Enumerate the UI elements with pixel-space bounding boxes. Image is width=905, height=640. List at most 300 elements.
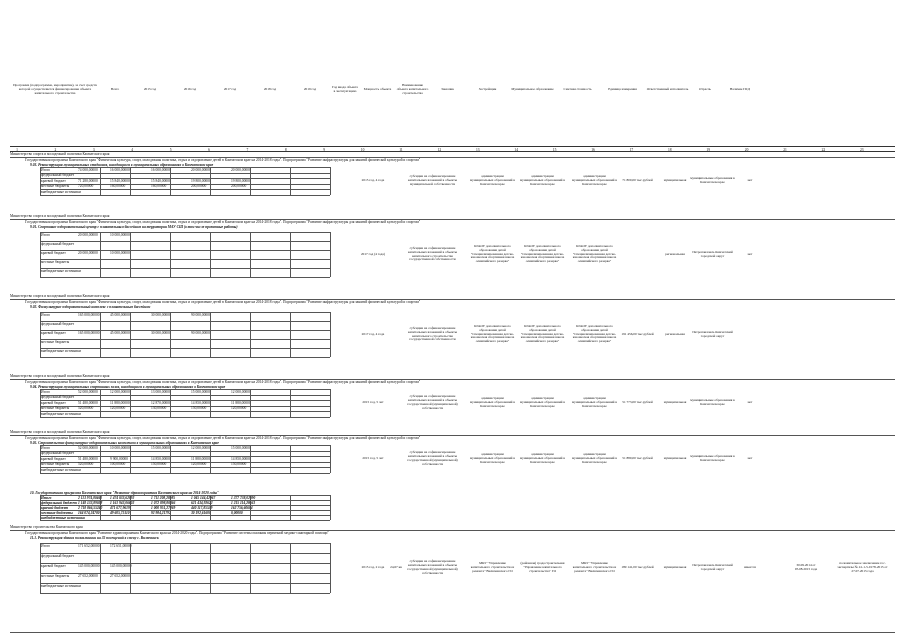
- cell-value: 90 000,00000: [191, 330, 211, 335]
- column-divider: [250, 167, 251, 195]
- cell-value: 52 000,00000: [78, 445, 98, 450]
- column-divider: [170, 495, 171, 520]
- column-number: 4: [131, 148, 134, 152]
- column-divider: [210, 495, 211, 520]
- column-divider: [250, 543, 251, 593]
- row-label: внебюджетные источники: [41, 189, 81, 194]
- responsible: муниципальные образования в Камчатском крае: [690, 397, 735, 406]
- program-title: Государственная программа Камчатского края "Физическая культура, спорт, молодежная политика, отдых и оздоровление детей в Камчатском крае на 2014-2018 годы". Подпрограмма "Развитие инфраструктуры для занятий физической культурой и спортом": [25, 157, 421, 162]
- column-divider: [170, 232, 171, 277]
- header-cell: 2016 год: [183, 87, 197, 92]
- cell-value: 1 045 144,42967: [191, 495, 216, 500]
- column-number: 18: [668, 148, 672, 152]
- row-divider: [40, 241, 330, 242]
- column-number: 20: [744, 148, 749, 152]
- column-number: 21: [783, 148, 787, 152]
- program-title: Государственная программа Камчатского края "Развитие здравоохранения Камчатского края на 2014-2020 годы". Подпрограмма "Развитие системы оказания первичной медико-санитарной помощи": [25, 530, 329, 535]
- column-divider: [290, 495, 291, 520]
- column-divider: [330, 389, 331, 417]
- row-divider: [40, 357, 330, 358]
- header-cell: Сметная стоимость: [563, 87, 592, 92]
- expertise-date: 30.09.2014 от 05.08.2015 года: [794, 563, 818, 571]
- column-divider: [40, 167, 41, 195]
- row-divider: [40, 411, 330, 412]
- psd-status: нет: [747, 399, 753, 404]
- row-label: местные бюджеты: [41, 339, 70, 344]
- cell-value: 11 880,00000: [191, 456, 211, 461]
- cell-value: 2 718 866,55240: [78, 505, 103, 510]
- customer: КГАОУ дополнительного образования детей "Специализированная детско-юношеская спортивная школа олимпийского резерва": [470, 243, 515, 264]
- column-divider: [210, 167, 211, 195]
- cell-value: 30 192,61600: [191, 510, 211, 515]
- customer: КГАОУ дополнительного образования детей "Специализированная детско-юношеская спортивная школа олимпийского резерва": [470, 323, 515, 344]
- cell-value: 150,00000: [151, 462, 167, 467]
- row-label: федеральный бюджет: [41, 173, 75, 178]
- column-number: 23: [860, 148, 864, 152]
- cell-value: 20 000,00000: [231, 167, 251, 172]
- customer: администрации муниципальных образований в Камчатском крае: [470, 451, 515, 464]
- column-divider: [210, 445, 211, 473]
- column-divider: [130, 389, 131, 417]
- cell-value: 520,00000: [78, 462, 94, 467]
- row-divider: [40, 173, 330, 174]
- commissioning-year: 2017 год, 4 года: [361, 331, 385, 336]
- property-type: региональная: [665, 331, 685, 336]
- estimated-cost: 191 456,00 тыс.рублей: [621, 331, 654, 336]
- column-divider: [210, 312, 211, 357]
- row-label: краевой бюджет: [41, 250, 66, 255]
- item-title: 9.03. Реконструкция муниципальных стадионов, находящихся в муниципальных образованиях в Камчатском крае: [30, 162, 214, 167]
- cell-value: 145 000,00000: [110, 563, 132, 568]
- row-label: Итого: [41, 232, 51, 237]
- cell-value: 12 870,00000: [151, 400, 171, 405]
- municipality: администрации муниципальных образований в Камчатском крае: [572, 395, 617, 408]
- header-cell: 2018 год: [263, 87, 277, 92]
- row-label: Итого: [41, 495, 52, 500]
- cell-value: 12 000,00000: [191, 445, 211, 450]
- row-label: федеральный бюджет: [41, 500, 77, 505]
- psd-status: нет: [747, 251, 753, 256]
- row-label: краевой бюджет: [41, 563, 66, 568]
- commissioning-year: 2015 год, 2 года: [361, 565, 385, 570]
- property-type: муниципальная: [663, 177, 687, 182]
- cell-value: 74 000,00000: [78, 167, 98, 172]
- column-divider: [100, 495, 101, 520]
- ministry-title: Министерство спорта и молодежной политики Камчатского края: [10, 430, 110, 434]
- column-divider: [170, 445, 171, 473]
- item-title: 9.01. Спортивно-оздоровительный центр с плавательным бассейном на территории МАУ СШ (в том числе проектные работы): [30, 224, 238, 229]
- column-number: 6: [208, 148, 210, 152]
- header-cell: Наличие ПСД: [729, 87, 751, 92]
- object-description: субсидии на софинансирование капитальных вложений в объекты муниципальной собственности: [408, 173, 457, 186]
- cell-value: 1 474 033,62892: [110, 495, 135, 500]
- column-divider: [210, 389, 211, 417]
- cell-value: 92 984,21792: [151, 510, 171, 515]
- row-label: федеральный бюджет: [41, 321, 75, 326]
- row-label: краевой бюджет: [41, 178, 66, 183]
- column-divider: [210, 232, 211, 277]
- responsible: Петропавловск-Камчатский городской округ: [692, 329, 733, 338]
- commissioning-year: 2017 год (4 года): [360, 251, 386, 256]
- column-number: 22: [821, 148, 826, 152]
- row-label: федеральный бюджет: [41, 395, 75, 400]
- header-cell: Муниципальное образование: [511, 87, 554, 92]
- cell-value: 20 000,00000: [78, 232, 98, 237]
- cell-value: 27 652,00000: [78, 573, 98, 578]
- commissioning-year: 2015 год, 5 лет: [362, 455, 384, 460]
- row-label: краевой бюджет: [41, 330, 66, 335]
- column-divider: [330, 312, 331, 357]
- cell-value: 130,00000: [151, 406, 167, 411]
- header-cell: Заказчик: [441, 87, 454, 92]
- row-label: Итого: [41, 445, 51, 450]
- column-divider: [40, 232, 41, 277]
- cell-value: 1 377 738,02090: [231, 495, 256, 500]
- column-number: 5: [169, 148, 172, 152]
- row-label: Итого: [41, 167, 51, 172]
- cell-value: 160,00000: [110, 184, 126, 189]
- header-cell: Единица измерения: [608, 87, 637, 92]
- row-label: внебюджетные источники: [41, 583, 81, 588]
- cell-value: 90 000,00000: [191, 312, 211, 317]
- column-divider: [330, 167, 331, 195]
- cell-value: 165 000,00000: [78, 330, 100, 335]
- column-divider: [330, 543, 331, 593]
- item-title: 10. Государственная программа Камчатского края "Развитие здравоохранения Камчатского края на 2014-2020 годы": [30, 490, 219, 495]
- estimated-cost: 51 773,00 тыс.рублей: [622, 399, 653, 404]
- cell-value: 16 000,00000: [110, 167, 130, 172]
- cell-value: 52 000,00000: [78, 389, 98, 394]
- item-title: 9.02. Физкультурно-оздоровительный комплекс с плавательным бассейном: [30, 304, 151, 309]
- cell-value: 621 434,92622: [191, 500, 213, 505]
- cell-value: 2 113 974,80461: [78, 495, 103, 500]
- cell-value: 15 840,00000: [151, 178, 171, 183]
- table-bottom-border: [10, 632, 895, 633]
- cell-value: 150,00000: [231, 462, 247, 467]
- column-number: 15: [552, 148, 557, 152]
- cell-value: 520,00000: [78, 406, 94, 411]
- responsible: Петропавловск-Камчатский городской округ: [692, 563, 733, 571]
- cell-value: 120,00000: [231, 406, 247, 411]
- row-divider: [40, 195, 330, 196]
- row-divider: [40, 189, 330, 190]
- estimated-cost: 189 141,00 тыс.рублей: [621, 565, 654, 570]
- column-divider: [250, 495, 251, 520]
- column-number: 9: [323, 148, 326, 152]
- cell-value: 30 000,00000: [151, 312, 171, 317]
- responsible: муниципальные образования в Камчатском крае: [690, 453, 735, 462]
- row-label: краевой бюджет: [41, 400, 66, 405]
- program-title: Государственная программа Камчатского края "Физическая культура, спорт, молодежная политика, отдых и оздоровление детей в Камчатском крае на 2014-2018 годы". Подпрограмма "Развитие инфраструктуры для занятий физической культурой и спортом": [25, 299, 421, 304]
- commissioning-year: 2015 год, 4 года: [361, 177, 385, 182]
- cell-value: 27 652,00000: [110, 573, 130, 578]
- column-divider: [170, 167, 171, 195]
- item-title: 9.04. Реконструкция муниципальных спортивных залов, находящихся в муниципальных образованиях в Камчатском крае: [30, 384, 226, 389]
- customer: администрации муниципальных образований в Камчатском крае: [470, 173, 515, 186]
- cell-value: 172 651,00000: [110, 543, 132, 548]
- program-title: Государственная программа Камчатского края "Физическая культура, спорт, молодежная политика, отдых и оздоровление детей в Камчатском крае на 2014-2018 годы". Подпрограмма "Развитие инфраструктуры для занятий физической культурой и спортом": [25, 219, 421, 224]
- row-label: местные бюджеты: [41, 184, 70, 189]
- cell-value: 10 000,00000: [110, 250, 130, 255]
- column-divider: [130, 312, 131, 357]
- column-number: 11: [399, 148, 403, 152]
- column-number: 2: [54, 148, 57, 152]
- customer: администрации муниципальных образований в Камчатском крае: [470, 395, 515, 408]
- capacity: 24,67 кв: [390, 565, 402, 570]
- cell-value: 160,00000: [151, 184, 167, 189]
- cell-value: 12 000,00000: [231, 389, 251, 394]
- row-divider: [40, 268, 330, 269]
- cell-value: 120,00000: [191, 462, 207, 467]
- property-type: муниципальная: [663, 455, 687, 460]
- row-label: краевой бюджет: [41, 456, 66, 461]
- object-description: субсидии на софинансирование капитальных вложений в объекты государственной (муниципальной) собственности: [407, 559, 458, 575]
- cell-value: 11 880,00000: [110, 400, 130, 405]
- column-divider: [170, 543, 171, 593]
- column-divider: [100, 543, 101, 593]
- cell-value: 19 800,00000: [191, 178, 211, 183]
- column-divider: [100, 167, 101, 195]
- column-divider: [40, 312, 41, 357]
- row-label: внебюджетные источники: [41, 515, 85, 520]
- row-label: местные бюджеты: [41, 510, 73, 515]
- responsible: муниципальные образования в Камчатском крае: [690, 175, 735, 184]
- column-number: 13: [476, 148, 480, 152]
- column-divider: [170, 389, 171, 417]
- row-label: внебюджетные источники: [41, 348, 81, 353]
- cell-value: 14 850,00000: [191, 400, 211, 405]
- column-divider: [130, 232, 131, 277]
- municipality: КГАОУ дополнительного образования детей "Специализированная детско-юношеская спортивная школа олимпийского резерва": [572, 243, 617, 264]
- cell-value: 51 480,00000: [78, 456, 98, 461]
- column-divider: [100, 445, 101, 473]
- row-label: внебюджетные источники: [41, 411, 81, 416]
- row-label: местные бюджеты: [41, 259, 70, 264]
- row-divider: [40, 321, 330, 322]
- cell-value: 200,00000: [231, 184, 247, 189]
- row-divider: [40, 395, 330, 396]
- header-cell: 2017 год: [223, 87, 237, 92]
- developer: администрации муниципальных образований в Камчатском крае: [520, 395, 565, 408]
- column-divider: [290, 543, 291, 593]
- item-title: 9.05. Строительство физкультурно-оздоровительных комплексов в муниципальных образованиях в Камчатском крае: [30, 440, 219, 445]
- column-divider: [100, 232, 101, 277]
- column-divider: [100, 389, 101, 417]
- cell-value: 14 850,00000: [231, 456, 251, 461]
- cell-value: 45 000,00000: [110, 312, 130, 317]
- cell-value: 100,00000: [110, 462, 126, 467]
- program-title: Государственная программа Камчатского края "Физическая культура, спорт, молодежная политика, отдых и оздоровление детей в Камчатском крае на 2014-2018 годы". Подпрограмма "Развитие инфраструктуры для занятий физической культурой и спортом": [25, 379, 421, 384]
- row-label: внебюджетные источники: [41, 467, 81, 472]
- ministry-title: Министерство спорта и молодежной политики Камчатского края: [10, 214, 110, 218]
- column-divider: [100, 312, 101, 357]
- cell-value: 200,00000: [191, 184, 207, 189]
- expertise-note: положительное заключение гос. экспертизы № 41-1-5-0178-2015 от 27.07.2015 года: [837, 561, 888, 573]
- header-cell: Наименование объекта капитального строительства: [396, 83, 429, 95]
- cell-value: 9 900,00000: [110, 456, 128, 461]
- header-cell: Всего: [110, 87, 120, 92]
- cell-value: 440 117,85539: [191, 505, 213, 510]
- column-divider: [250, 445, 251, 473]
- cell-value: 13 000,00000: [151, 389, 171, 394]
- column-divider: [40, 495, 41, 520]
- cell-value: 1 000 951,27269: [151, 505, 176, 510]
- header-cell: 2019 год: [303, 87, 317, 92]
- column-divider: [330, 445, 331, 473]
- header-cell: Отрасль: [699, 87, 711, 92]
- row-label: Итого: [41, 312, 51, 317]
- row-divider: [40, 553, 330, 554]
- object-description: субсидии на софинансирование капитальных вложений в объекты капитального строительства государственной собственности: [408, 325, 457, 342]
- cell-value: 15 000,00000: [231, 445, 251, 450]
- cell-value: 1 711 208,28985: [151, 495, 176, 500]
- psd-status: нет: [747, 455, 753, 460]
- column-divider: [290, 232, 291, 277]
- row-label: Итого: [41, 389, 51, 394]
- cell-value: 145 000,00000: [78, 563, 100, 568]
- cell-value: 150,00000: [191, 406, 207, 411]
- object-description: субсидии на софинансирование капитальных вложений в объекты государственной (муниципальной) собственности: [407, 393, 458, 410]
- cell-value: 165 000,00000: [78, 312, 100, 317]
- row-divider: [40, 451, 330, 452]
- column-divider: [130, 445, 131, 473]
- commissioning-year: 2015 год, 5 лет: [362, 399, 384, 404]
- object-description: субсидии на софинансирование капитальных вложений в объекты капитального строительства государственной собственности: [408, 245, 457, 262]
- municipality: администрации муниципальных образований в Камчатском крае: [572, 173, 617, 186]
- cell-value: 162 756,60684: [231, 505, 253, 510]
- column-number: 1: [16, 148, 18, 152]
- developer: КГАОУ дополнительного образования детей "Специализированная детско-юношеская спортивная школа олимпийского резерва": [520, 323, 565, 344]
- cell-value: 12 000,00000: [110, 389, 130, 394]
- row-label: федеральный бюджет: [41, 451, 75, 456]
- ministry-title: Министерство строительства Камчатского края: [10, 525, 83, 529]
- cell-value: 471 677,96191: [110, 505, 132, 510]
- column-number: 7: [246, 148, 249, 152]
- cell-value: 1 161 943,06602: [110, 500, 135, 505]
- psd-status: имеется: [744, 565, 756, 570]
- column-number: 17: [629, 148, 634, 152]
- column-divider: [250, 312, 251, 357]
- developer: КГАОУ дополнительного образования детей "Специализированная детско-юношеская спортивная школа олимпийского резерва": [520, 243, 565, 264]
- row-label: местные бюджеты: [41, 573, 70, 578]
- cell-value: 164 074,24780: [78, 510, 100, 515]
- column-number: 19: [706, 148, 710, 152]
- header-cell: 2015 год: [143, 87, 157, 92]
- column-number: 3: [92, 148, 95, 152]
- cell-value: 10 000,00000: [110, 445, 130, 450]
- program-title: Государственная программа Камчатского края "Физическая культура, спорт, молодежная политика, отдых и оздоровление детей в Камчатском крае на 2014-2018 годы". Подпрограмма "Развитие инфраструктуры для занятий физической культурой и спортом": [25, 435, 421, 440]
- cell-value: 20 000,00000: [191, 167, 211, 172]
- column-number: 14: [514, 148, 518, 152]
- row-divider: [40, 473, 330, 474]
- developer: администрации муниципальных образований в Камчатском крае: [520, 451, 565, 464]
- cell-value: 15 840,00000: [110, 178, 130, 183]
- header-cell: Мощность объекта: [363, 87, 392, 92]
- column-divider: [40, 389, 41, 417]
- estimated-cost: 51 880,00 тыс.рублей: [622, 455, 653, 460]
- cell-value: 19 800,00000: [231, 178, 251, 183]
- cell-value: 15 000,00000: [191, 389, 211, 394]
- cell-value: 10 000,00000: [110, 232, 130, 237]
- cell-value: 45 000,00000: [110, 330, 130, 335]
- ministry-title: Министерство спорта и молодежной политики Камчатского края: [10, 374, 110, 378]
- header-cell: Программа (подпрограмма, мероприятие), за счет средств которой осуществляется финансирование объекта капитального строительства: [13, 83, 97, 95]
- column-divider: [130, 543, 131, 593]
- estimated-cost: 71 800,00 тыс.рублей: [622, 177, 653, 182]
- column-number: 10: [360, 148, 365, 152]
- ministry-title: Министерство спорта и молодежной политики Камчатского края: [10, 152, 110, 156]
- cell-value: 30 000,00000: [151, 330, 171, 335]
- cell-value: 120,00000: [110, 406, 126, 411]
- row-label: федеральный бюджет: [41, 241, 75, 246]
- developer: администрации муниципальных образований в Камчатском крае: [520, 173, 565, 186]
- row-divider: [40, 467, 330, 468]
- cell-value: 720,00000: [78, 184, 94, 189]
- cell-value: 11 880,00000: [231, 400, 251, 405]
- row-divider: [40, 520, 330, 521]
- column-divider: [130, 167, 131, 195]
- row-divider: [40, 348, 330, 349]
- column-divider: [40, 543, 41, 593]
- column-divider: [250, 389, 251, 417]
- row-label: Итого: [41, 543, 51, 548]
- customer: МКУ "Управление капитального строительства и ремонта" Вилючинского ГО: [470, 561, 515, 573]
- cell-value: 14 850,00000: [151, 456, 171, 461]
- cell-value: 16 000,00000: [151, 167, 171, 172]
- row-label: внебюджетные источники: [41, 268, 81, 273]
- row-label: местные бюджеты: [41, 462, 70, 467]
- column-number: 16: [591, 148, 595, 152]
- row-label: местные бюджеты: [41, 406, 70, 411]
- column-divider: [290, 312, 291, 357]
- cell-value: 1 072 898,80366: [151, 500, 176, 505]
- object-description: субсидии на софинансирование капитальных вложений в объекты государственной (муниципальной) собственности: [407, 449, 458, 466]
- cell-value: 20 000,00000: [78, 250, 98, 255]
- column-divider: [330, 495, 331, 520]
- row-divider: [40, 583, 330, 584]
- cell-value: 1 215 114,28663: [231, 500, 256, 505]
- column-divider: [290, 167, 291, 195]
- column-number: 12: [437, 148, 442, 152]
- cell-value: 71 280,00000: [78, 178, 98, 183]
- cell-value: 1 148 133,89058: [78, 500, 103, 505]
- column-divider: [130, 495, 131, 520]
- row-divider: [40, 417, 330, 418]
- municipality: МКУ "Управление капитального строительства и ремонта" Вилючинского ГО: [572, 561, 617, 573]
- header-cell: Ответственный исполнитель: [646, 87, 689, 92]
- property-type: региональная: [665, 251, 685, 256]
- column-number: 8: [284, 148, 287, 152]
- municipality: КГАОУ дополнительного образования детей "Специализированная детско-юношеская спортивная школа олимпийского резерва": [572, 323, 617, 344]
- row-label: федеральный бюджет: [41, 553, 75, 558]
- responsible: Петропавловск-Камчатский городской округ: [692, 249, 733, 258]
- ministry-title: Министерство спорта и молодежной политики Камчатского края: [10, 294, 110, 298]
- cell-value: 171 652,00000: [78, 543, 100, 548]
- column-divider: [250, 232, 251, 277]
- column-divider: [210, 543, 211, 593]
- header-cell: Застройщик: [478, 87, 497, 92]
- psd-status: нет: [747, 177, 753, 182]
- cell-value: 0,00000: [231, 510, 243, 515]
- cell-value: 49 605,75110: [110, 510, 130, 515]
- row-divider: [40, 277, 330, 278]
- municipality: администрации муниципальных образований в Камчатском крае: [572, 451, 617, 464]
- cell-value: 51 480,00000: [78, 400, 98, 405]
- property-type: муниципальная: [663, 565, 687, 570]
- column-divider: [290, 445, 291, 473]
- row-divider: [40, 339, 330, 340]
- item-title: 11.1. Реконструкция здания поликлиники на 35 посещений в смену с. Вилючинск: [30, 535, 159, 540]
